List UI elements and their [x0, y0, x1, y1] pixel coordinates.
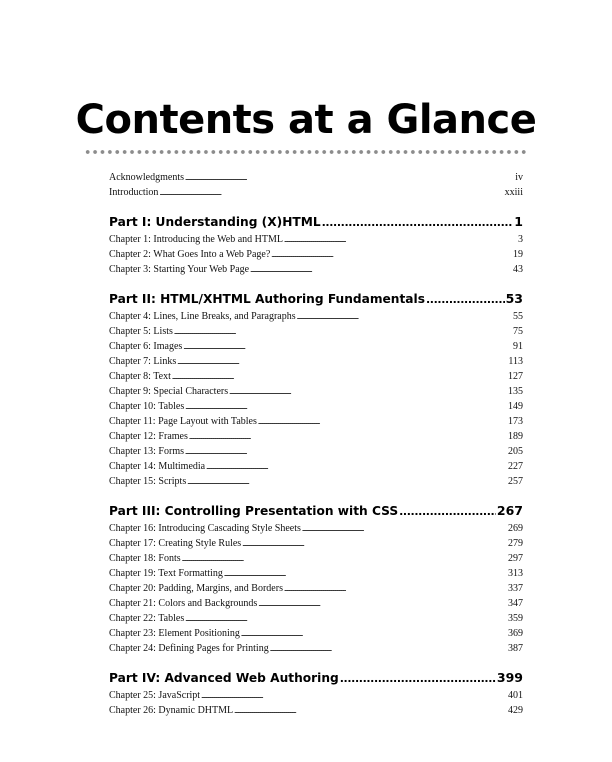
page-number: 369	[508, 628, 523, 639]
dot-leader	[224, 566, 507, 582]
chapter-entry	[109, 309, 523, 324]
front-matter-entry-label: Acknowledgments	[109, 172, 184, 183]
chapter-entry	[109, 581, 523, 596]
chapter-entry-label: Chapter 18: Fonts	[109, 553, 181, 564]
part-heading	[109, 668, 523, 688]
page-number: 205	[508, 446, 523, 457]
dot-leader	[177, 354, 507, 370]
page-number: 297	[508, 553, 523, 564]
chapter-entry	[109, 324, 523, 339]
chapter-entry-label: Chapter 15: Scripts	[109, 476, 187, 487]
dot-leader	[241, 626, 507, 642]
page-number: 173	[508, 416, 523, 427]
dot-leader	[189, 429, 507, 445]
dot-leader	[229, 384, 507, 400]
page-number: 55	[513, 311, 523, 322]
chapter-entry-label: Chapter 23: Element Positioning	[109, 628, 240, 639]
dot-leader	[242, 536, 507, 552]
dot-leader	[270, 641, 507, 657]
page-number: 399	[496, 670, 523, 685]
page-number: 269	[508, 523, 523, 534]
dot-leader	[399, 501, 496, 522]
page-number: 347	[508, 598, 523, 609]
dot-leader	[297, 309, 512, 325]
dot-leader	[185, 170, 514, 186]
dot-leader	[183, 339, 512, 355]
dot-leader	[250, 262, 512, 278]
chapter-entry-label: Chapter 21: Colors and Backgrounds	[109, 598, 258, 609]
chapter-entry	[109, 369, 523, 384]
chapter-entry	[109, 626, 523, 641]
part-heading	[109, 212, 523, 232]
chapter-entry-label: Chapter 10: Tables	[109, 401, 185, 412]
chapter-entry	[109, 232, 523, 247]
chapter-entry	[109, 688, 523, 703]
chapter-entry-label: Chapter 19: Text Formatting	[109, 568, 223, 579]
page-number: 257	[508, 476, 523, 487]
chapter-entry-label: Chapter 24: Defining Pages for Printing	[109, 643, 269, 654]
page-number: 149	[508, 401, 523, 412]
chapter-entry	[109, 354, 523, 369]
dot-leader	[258, 414, 507, 430]
dot-leader	[172, 369, 507, 385]
chapter-entry	[109, 459, 523, 474]
chapter-entry-label: Chapter 17: Creating Style Rules	[109, 538, 242, 549]
front-matter-entry-label: Introduction	[109, 187, 159, 198]
chapter-entry-label: Chapter 14: Multimedia	[109, 461, 206, 472]
page-number: iv	[515, 172, 523, 183]
part-heading-label: Part I: Understanding (X)HTML	[109, 215, 321, 229]
chapter-entry	[109, 596, 523, 611]
chapter-entry	[109, 474, 523, 489]
dot-leader	[182, 551, 507, 567]
page-number: 43	[513, 264, 523, 275]
chapter-entry-label: Chapter 5: Lists	[109, 326, 173, 337]
dot-leader	[284, 232, 517, 248]
dot-leader	[174, 324, 512, 340]
page-number: 359	[508, 613, 523, 624]
chapter-entry-label: Chapter 11: Page Layout with Tables	[109, 416, 257, 427]
chapter-entry	[109, 247, 523, 262]
page-number: 113	[508, 356, 523, 367]
page-number: xxiii	[504, 187, 523, 198]
chapter-entry-label: Chapter 12: Frames	[109, 431, 188, 442]
chapter-entry-label: Chapter 20: Padding, Margins, and Borders	[109, 583, 283, 594]
dot-leader	[302, 521, 507, 537]
dot-leader	[322, 212, 514, 233]
chapter-entry-label: Chapter 4: Lines, Line Breaks, and Paragraphs	[109, 311, 296, 322]
dot-leader	[234, 703, 507, 719]
part-heading-label: Part III: Controlling Presentation with CSS	[109, 504, 399, 518]
chapter-entry	[109, 521, 523, 536]
dot-leader	[258, 596, 507, 612]
dot-leader	[185, 399, 507, 415]
page-number: 267	[496, 503, 523, 518]
part-heading	[109, 501, 523, 521]
dot-leader	[206, 459, 507, 475]
chapter-entry-label: Chapter 9: Special Characters	[109, 386, 229, 397]
page-number: 127	[508, 371, 523, 382]
page-number: 75	[513, 326, 523, 337]
page-number: 401	[508, 690, 523, 701]
dot-leader	[187, 474, 507, 490]
page-number: 337	[508, 583, 523, 594]
chapter-entry	[109, 444, 523, 459]
dot-leader	[159, 185, 503, 201]
chapter-entry	[109, 262, 523, 277]
page-number: 429	[508, 705, 523, 716]
page-number: 313	[508, 568, 523, 579]
chapter-entry	[109, 536, 523, 551]
page-number: 135	[508, 386, 523, 397]
page-number: 19	[513, 249, 523, 260]
dot-leader	[201, 688, 507, 704]
chapter-entry	[109, 414, 523, 429]
chapter-entry-label: Chapter 25: JavaScript	[109, 690, 201, 701]
dotted-divider	[84, 149, 527, 155]
chapter-entry	[109, 429, 523, 444]
table-of-contents	[109, 170, 523, 718]
chapter-entry	[109, 566, 523, 581]
page-number: 91	[513, 341, 523, 352]
chapter-entry-label: Chapter 13: Forms	[109, 446, 184, 457]
chapter-entry-label: Chapter 6: Images	[109, 341, 183, 352]
dot-leader	[426, 289, 505, 310]
part-heading-label: Part II: HTML/XHTML Authoring Fundamentals	[109, 292, 425, 306]
front-matter-entry	[109, 170, 523, 185]
dot-leader	[185, 444, 507, 460]
chapter-entry	[109, 641, 523, 656]
chapter-entry	[109, 399, 523, 414]
dot-leader	[284, 581, 507, 597]
front-matter-entry	[109, 185, 523, 200]
chapter-entry-label: Chapter 2: What Goes Into a Web Page?	[109, 249, 271, 260]
page-number: 189	[508, 431, 523, 442]
page-number: 227	[508, 461, 523, 472]
chapter-entry	[109, 551, 523, 566]
chapter-entry	[109, 384, 523, 399]
chapter-entry-label: Chapter 3: Starting Your Web Page	[109, 264, 250, 275]
chapter-entry-label: Chapter 16: Introducing Cascading Style Sheets	[109, 523, 301, 534]
page-number: 279	[508, 538, 523, 549]
page-number: 387	[508, 643, 523, 654]
page-number: 1	[514, 214, 523, 229]
part-heading	[109, 289, 523, 309]
chapter-entry-label: Chapter 1: Introducing the Web and HTML	[109, 234, 283, 245]
chapter-entry	[109, 611, 523, 626]
chapter-entry	[109, 339, 523, 354]
chapter-entry	[109, 703, 523, 718]
dot-leader	[340, 668, 496, 689]
page-title: Contents at a Glance	[75, 97, 537, 143]
dot-leader	[271, 247, 512, 263]
chapter-entry-label: Chapter 7: Links	[109, 356, 177, 367]
page-number: 53	[505, 291, 523, 306]
chapter-entry-label: Chapter 26: Dynamic DHTML	[109, 705, 234, 716]
page-number: 3	[518, 234, 523, 245]
chapter-entry-label: Chapter 22: Tables	[109, 613, 185, 624]
part-heading-label: Part IV: Advanced Web Authoring	[109, 671, 339, 685]
chapter-entry-label: Chapter 8: Text	[109, 371, 171, 382]
dot-leader	[185, 611, 507, 627]
